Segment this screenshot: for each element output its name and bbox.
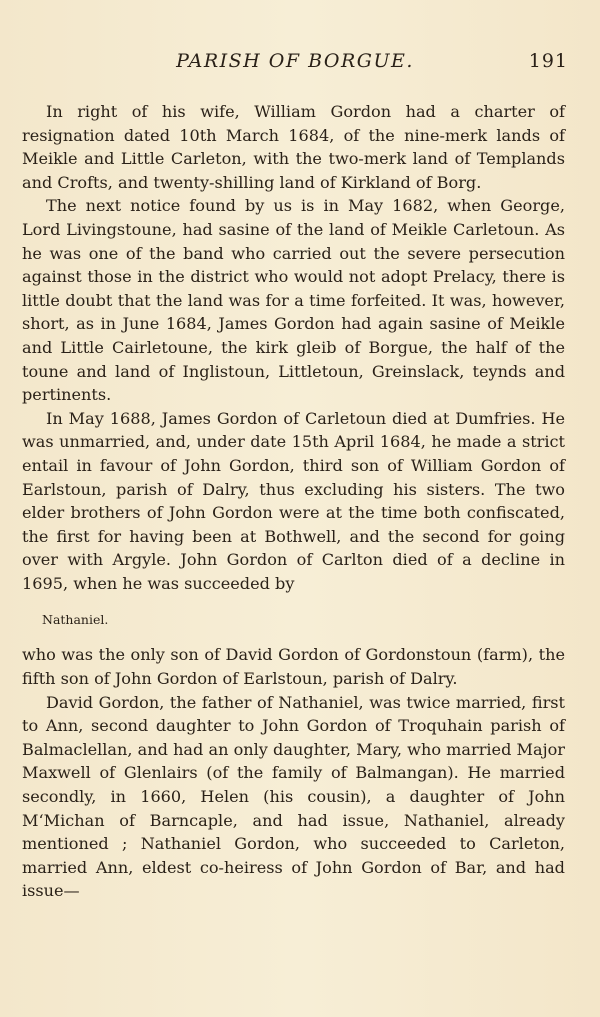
paragraph-nathaniel-parentage: who was the only son of David Gordon of Gordonstoun (farm), the fifth son of John Gordon of Earlstoun, parish of Dalry. — [22, 645, 565, 689]
paragraph-charter: In right of his wife, William Gordon had a charter of resignation dated 10th March 1684, of the nine-merk lands of Meikle and Little Carleton, with the two-merk land of Templands and Crofts, and twenty-shilling land of Kirkland of Borg. — [22, 102, 565, 192]
body-text — [22, 100, 565, 903]
paragraph-james-gordon-death: In May 1688, James Gordon of Carletoun died at Dumfries. He was unmarried, and, under date 15th April 1684, he made a strict entail in favour of John Gordon, third son of William Gordon of Earlstoun, parish of Dalry, thus excluding his sisters. The two elder brothers of John Gordon were at the time both confiscated, the first for having been at Bothwell, and the second for going over with Argyle. John Gordon of Carlton died of a decline in 1695, when he was succeeded by — [22, 408, 565, 593]
running-head — [22, 50, 568, 78]
paragraph-david-gordon: David Gordon, the father of Nathaniel, was twice married, first to Ann, second daughter to John Gordon of Troquhain parish of Balmaclellan, and had an only daughter, Mary, who married Major Maxwell of Glenlairs (of the family of Balmangan). He married secondly, in 1660, Helen (his cousin), a daughter of John M‘Michan of Barncaple, and had issue, Nathaniel, already mentioned ; Nathaniel Gordon, who succeeded to Carleton, married Ann, eldest co-heiress of John Gordon of Bar, and had issue— — [22, 692, 565, 901]
section-subheading: Nathaniel. — [42, 612, 109, 628]
running-head-title: PARISH OF BORGUE. — [176, 50, 414, 72]
page-number: 191 — [528, 50, 568, 72]
paragraph-next-notice: The next notice found by us is in May 1682, when George, Lord Livingstoune, had sasine of the land of Meikle Carletoun. As he was one of the band who carried out the severe persecution against those in the district who would not adopt Prelacy, there is little doubt that the land was for a time forfeited. It was, however, short, as in June 1684, James Gordon had again sasine of Meikle and Little Cairletoune, the kirk gleib of Borgue, the half of the toune and land of Inglistoun, Littletoun, Greinslack, teynds and pertinents. — [22, 196, 565, 405]
